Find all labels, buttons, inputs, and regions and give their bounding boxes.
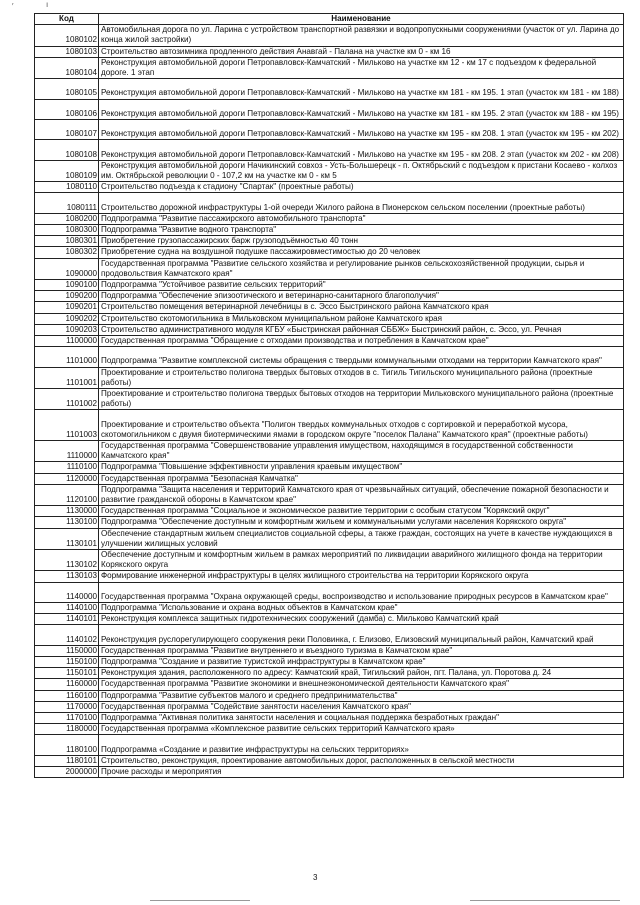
table-row <box>35 614 624 625</box>
row-name: Подпрограмма "Развитие субъектов малого и среднего предпринимательства" <box>99 690 624 701</box>
row-code: 1080300 <box>35 224 99 235</box>
table-row <box>35 25 624 46</box>
row-code: 1101001 <box>35 367 99 388</box>
table-row <box>35 582 624 602</box>
row-name: Подпрограмма "Обеспечение эпизоотического и ветеринарно-санитарного благополучия" <box>99 291 624 302</box>
row-name: Проектирование и строительство полигона твердых бытовых отходов в с. Тигиль Тигильского муниципального района (проектные работы) <box>99 367 624 388</box>
table-row <box>35 645 624 656</box>
row-name: Приобретение грузопассажирских барж грузоподъёмностью 40 тонн <box>99 236 624 247</box>
row-code: 1170100 <box>35 713 99 724</box>
row-name: Подпрограмма "Обеспечение доступным и комфортным жильем и коммунальными услугами населения Корякского округа" <box>99 517 624 528</box>
row-name: Проектирование и строительство объекта "Полигон твердых коммунальных отходов с сортировкой и переработкой мусора, скотомогильником с двумя биотермическими ямами в городском округе "поселок Палана" Камчатского края" (проектные работы) <box>99 410 624 441</box>
header-code: Код <box>35 14 99 25</box>
table-row <box>35 679 624 690</box>
row-name: Автомобильная дорога по ул. Ларина с устройством транспортной развязки и водопропускными сооружениями (участок от ул. Ларина до конца жилой застройки) <box>99 25 624 46</box>
row-code: 1101002 <box>35 389 99 410</box>
row-name: Строительство подъезда к стадиону "Спартак" (проектные работы) <box>99 182 624 193</box>
table-row <box>35 258 624 279</box>
row-name: Строительство, реконструкция, проектирование автомобильных дорог, расположенных в сельской местности <box>99 755 624 766</box>
row-name: Строительство административного модуля КГБУ «Быстринская районная СББЖ» Быстринский район, с. Эссо, ул. Речная <box>99 324 624 335</box>
row-name: Подпрограмма "Развитие водного транспорта" <box>99 224 624 235</box>
row-name: Государственная программа "Безопасная Камчатка" <box>99 473 624 484</box>
row-name: Реконструкция автомобильной дороги Петропавловск-Камчатский - Мильково на участке км 181 - км 195. 1 этап (участок км 181 - км 188) <box>99 79 624 99</box>
row-name: Государственная программа «Комплексное развитие сельских территорий Камчатского края» <box>99 724 624 735</box>
row-code: 1140000 <box>35 582 99 602</box>
row-code: 1080106 <box>35 99 99 119</box>
row-name: Реконструкция автомобильной дороги Петропавловск-Камчатский - Мильково на участке км 181 - км 195. 2 этап (участок км 188 - км 195) <box>99 99 624 119</box>
row-name: Реконструкция здания, расположенного по адресу: Камчатский край, Тигильский район, пгт. Палана, ул. Поротова д. 24 <box>99 668 624 679</box>
row-name: Реконструкция автомобильной дороги Начикинский совхоз - Усть-Большерецк - п. Октябрьский с подъездом к пристани Косаево - колхоз им. Октябрьской революции 0 - 107,2 км на участке км 0 - км 5 <box>99 160 624 181</box>
row-name: Государственная программа "Обращение с отходами производства и потребления в Камчатском крае" <box>99 336 624 347</box>
row-name: Государственная программа "Содействие занятости населения Камчатского края" <box>99 701 624 712</box>
row-name: Реконструкция автомобильной дороги Петропавловск-Камчатский - Мильково на участке км 12 - км 17 с подъездом к федеральной дороге. 1 этап <box>99 57 624 78</box>
table-row <box>35 302 624 313</box>
row-code: 1140102 <box>35 625 99 645</box>
row-name: Подпрограмма "Использование и охрана водных объектов в Камчатском крае" <box>99 603 624 614</box>
row-code: 1110100 <box>35 462 99 473</box>
row-code: 1080107 <box>35 120 99 140</box>
table-row <box>35 224 624 235</box>
footer-rule <box>470 900 620 901</box>
table-row <box>35 213 624 224</box>
table-row <box>35 473 624 484</box>
footer-rule <box>150 900 250 901</box>
table-row <box>35 57 624 78</box>
row-code: 1160000 <box>35 679 99 690</box>
table-row <box>35 367 624 388</box>
row-name: Строительство автозимника продленного действия Анавгай - Палана на участке км 0 - км 16 <box>99 46 624 57</box>
table-body <box>35 25 624 778</box>
row-code: 1130000 <box>35 506 99 517</box>
table-row <box>35 550 624 571</box>
row-code: 1090000 <box>35 258 99 279</box>
row-code: 1080302 <box>35 247 99 258</box>
row-name: Государственная программа "Совершенствование управления имуществом, находящимся в государственной собственности Камчатского края" <box>99 441 624 462</box>
row-code: 1101003 <box>35 410 99 441</box>
row-code: 1180101 <box>35 755 99 766</box>
table-row <box>35 99 624 119</box>
table-row <box>35 603 624 614</box>
row-name: Реконструкция руслорегулирующего сооружения реки Половинка, г. Елизово, Елизовский муниципальный район, Камчатский край <box>99 625 624 645</box>
row-name: Реконструкция автомобильной дороги Петропавловск-Камчатский - Мильково на участке км 195 - км 208. 2 этап (участок км 202 - км 208) <box>99 140 624 160</box>
table-row <box>35 668 624 679</box>
row-name: Государственная программа "Развитие экономики и внешнеэкономической деятельности Камчатского края" <box>99 679 624 690</box>
table-row <box>35 657 624 668</box>
row-code: 1150100 <box>35 657 99 668</box>
table-row <box>35 313 624 324</box>
row-code: 1080104 <box>35 57 99 78</box>
table-row <box>35 571 624 582</box>
row-code: 1080102 <box>35 25 99 46</box>
table-row <box>35 46 624 57</box>
table-row <box>35 160 624 181</box>
row-code: 1120100 <box>35 484 99 505</box>
row-code: 1090202 <box>35 313 99 324</box>
row-name: Подпрограмма "Устойчивое развитие сельских территорий" <box>99 280 624 291</box>
table-row <box>35 625 624 645</box>
row-name: Подпрограмма "Повышение эффективности управления краевым имуществом" <box>99 462 624 473</box>
row-code: 2000000 <box>35 767 99 778</box>
row-code: 1080111 <box>35 193 99 213</box>
table-row <box>35 441 624 462</box>
row-name: Государственная программа "Развитие внутреннего и въездного туризма в Камчатском крае" <box>99 645 624 656</box>
row-code: 1140100 <box>35 603 99 614</box>
row-code: 1150101 <box>35 668 99 679</box>
scan-mark: ′ <box>12 2 14 11</box>
table-row <box>35 347 624 367</box>
scan-mark: ı <box>46 0 49 9</box>
table-header-row <box>35 14 624 25</box>
row-name: Подпрограмма "Развитие комплексной системы обращения с твердыми коммунальными отходами на территории Камчатского края" <box>99 347 624 367</box>
table-row <box>35 280 624 291</box>
row-code: 1100000 <box>35 336 99 347</box>
row-code: 1130101 <box>35 528 99 549</box>
row-name: Строительство скотомогильника в Мильковском муниципальном районе Камчатского края <box>99 313 624 324</box>
row-code: 1110000 <box>35 441 99 462</box>
table-row <box>35 410 624 441</box>
table-row <box>35 690 624 701</box>
row-code: 1080103 <box>35 46 99 57</box>
row-name: Подпрограмма "Создание и развитие туристской инфраструктуры в Камчатском крае" <box>99 657 624 668</box>
row-code: 1130100 <box>35 517 99 528</box>
row-code: 1090100 <box>35 280 99 291</box>
row-name: Государственная программа "Охрана окружающей среды, воспроизводство и использование природных ресурсов в Камчатском крае" <box>99 582 624 602</box>
row-code: 1080200 <box>35 213 99 224</box>
row-name: Государственная программа "Развитие сельского хозяйства и регулирование рынков сельскохозяйственной продукции, сырья и продовольствия Камчатского края" <box>99 258 624 279</box>
row-name: Приобретение судна на воздушной подушке пассажировместимостью до 20 человек <box>99 247 624 258</box>
table-row <box>35 389 624 410</box>
row-name: Обеспечение стандартным жильем специалистов социальной сферы, а также граждан, состоящих на учете в качестве нуждающихся в улучшении жилищных условий <box>99 528 624 549</box>
table-row <box>35 484 624 505</box>
table-row <box>35 247 624 258</box>
row-name: Подпрограмма "Развитие пассажирского автомобильного транспорта" <box>99 213 624 224</box>
table-row <box>35 724 624 735</box>
row-name: Подпрограмма «Создание и развитие инфраструктуры на сельских территориях» <box>99 735 624 755</box>
row-code: 1090203 <box>35 324 99 335</box>
page-number: 3 <box>313 873 318 882</box>
row-name: Проектирование и строительство полигона твердых бытовых отходов на территории Мильковского муниципального района (проектные работы) <box>99 389 624 410</box>
table-row <box>35 182 624 193</box>
row-code: 1150000 <box>35 645 99 656</box>
row-name: Реконструкция комплекса защитных гидротехнических сооружений (дамба) с. Мильково Камчатский край <box>99 614 624 625</box>
row-code: 1080110 <box>35 182 99 193</box>
row-name: Строительство помещения ветеринарной лечебницы в с. Эссо Быстринского района Камчатского края <box>99 302 624 313</box>
row-code: 1080301 <box>35 236 99 247</box>
row-code: 1120000 <box>35 473 99 484</box>
table-row <box>35 767 624 778</box>
row-code: 1160100 <box>35 690 99 701</box>
row-name: Строительство дорожной инфраструктуры 1-ой очереди Жилого района в Пионерском сельском поселении (проектные работы) <box>99 193 624 213</box>
row-name: Формирование инженерной инфраструктуры в целях жилищного строительства на территории Корякского округа <box>99 571 624 582</box>
table-row <box>35 506 624 517</box>
header-name: Наименование <box>99 14 624 25</box>
table-row <box>35 713 624 724</box>
table-row <box>35 701 624 712</box>
table-row <box>35 120 624 140</box>
row-code: 1180100 <box>35 735 99 755</box>
row-name: Государственная программа "Социальное и экономическое развитие территории с особым статусом "Корякский округ" <box>99 506 624 517</box>
code-table <box>34 13 624 778</box>
table-row <box>35 79 624 99</box>
row-name: Прочие расходы и мероприятия <box>99 767 624 778</box>
row-name: Обеспечение доступным и комфортным жильем в рамках мероприятий по ликвидации аварийного жилищного фонда на территории Корякского округа <box>99 550 624 571</box>
row-name: Реконструкция автомобильной дороги Петропавловск-Камчатский - Мильково на участке км 195 - км 208. 1 этап (участок км 195 - км 202) <box>99 120 624 140</box>
row-code: 1140101 <box>35 614 99 625</box>
table-row <box>35 528 624 549</box>
row-code: 1170000 <box>35 701 99 712</box>
row-code: 1130102 <box>35 550 99 571</box>
table-row <box>35 140 624 160</box>
table-row <box>35 193 624 213</box>
row-name: Подпрограмма "Защита населения и территорий Камчатского края от чрезвычайных ситуаций, обеспечение пожарной безопасности и развитие гражданской обороны в Камчатском крае" <box>99 484 624 505</box>
row-code: 1090200 <box>35 291 99 302</box>
table-row <box>35 462 624 473</box>
row-code: 1090201 <box>35 302 99 313</box>
table-row <box>35 324 624 335</box>
row-code: 1080108 <box>35 140 99 160</box>
table-row <box>35 517 624 528</box>
row-code: 1130103 <box>35 571 99 582</box>
row-code: 1101000 <box>35 347 99 367</box>
table-row <box>35 755 624 766</box>
table-row <box>35 291 624 302</box>
row-code: 1180000 <box>35 724 99 735</box>
table-row <box>35 236 624 247</box>
row-code: 1080109 <box>35 160 99 181</box>
row-code: 1080105 <box>35 79 99 99</box>
table-row <box>35 735 624 755</box>
row-name: Подпрограмма "Активная политика занятости населения и социальная поддержка безработных граждан" <box>99 713 624 724</box>
table-row <box>35 336 624 347</box>
